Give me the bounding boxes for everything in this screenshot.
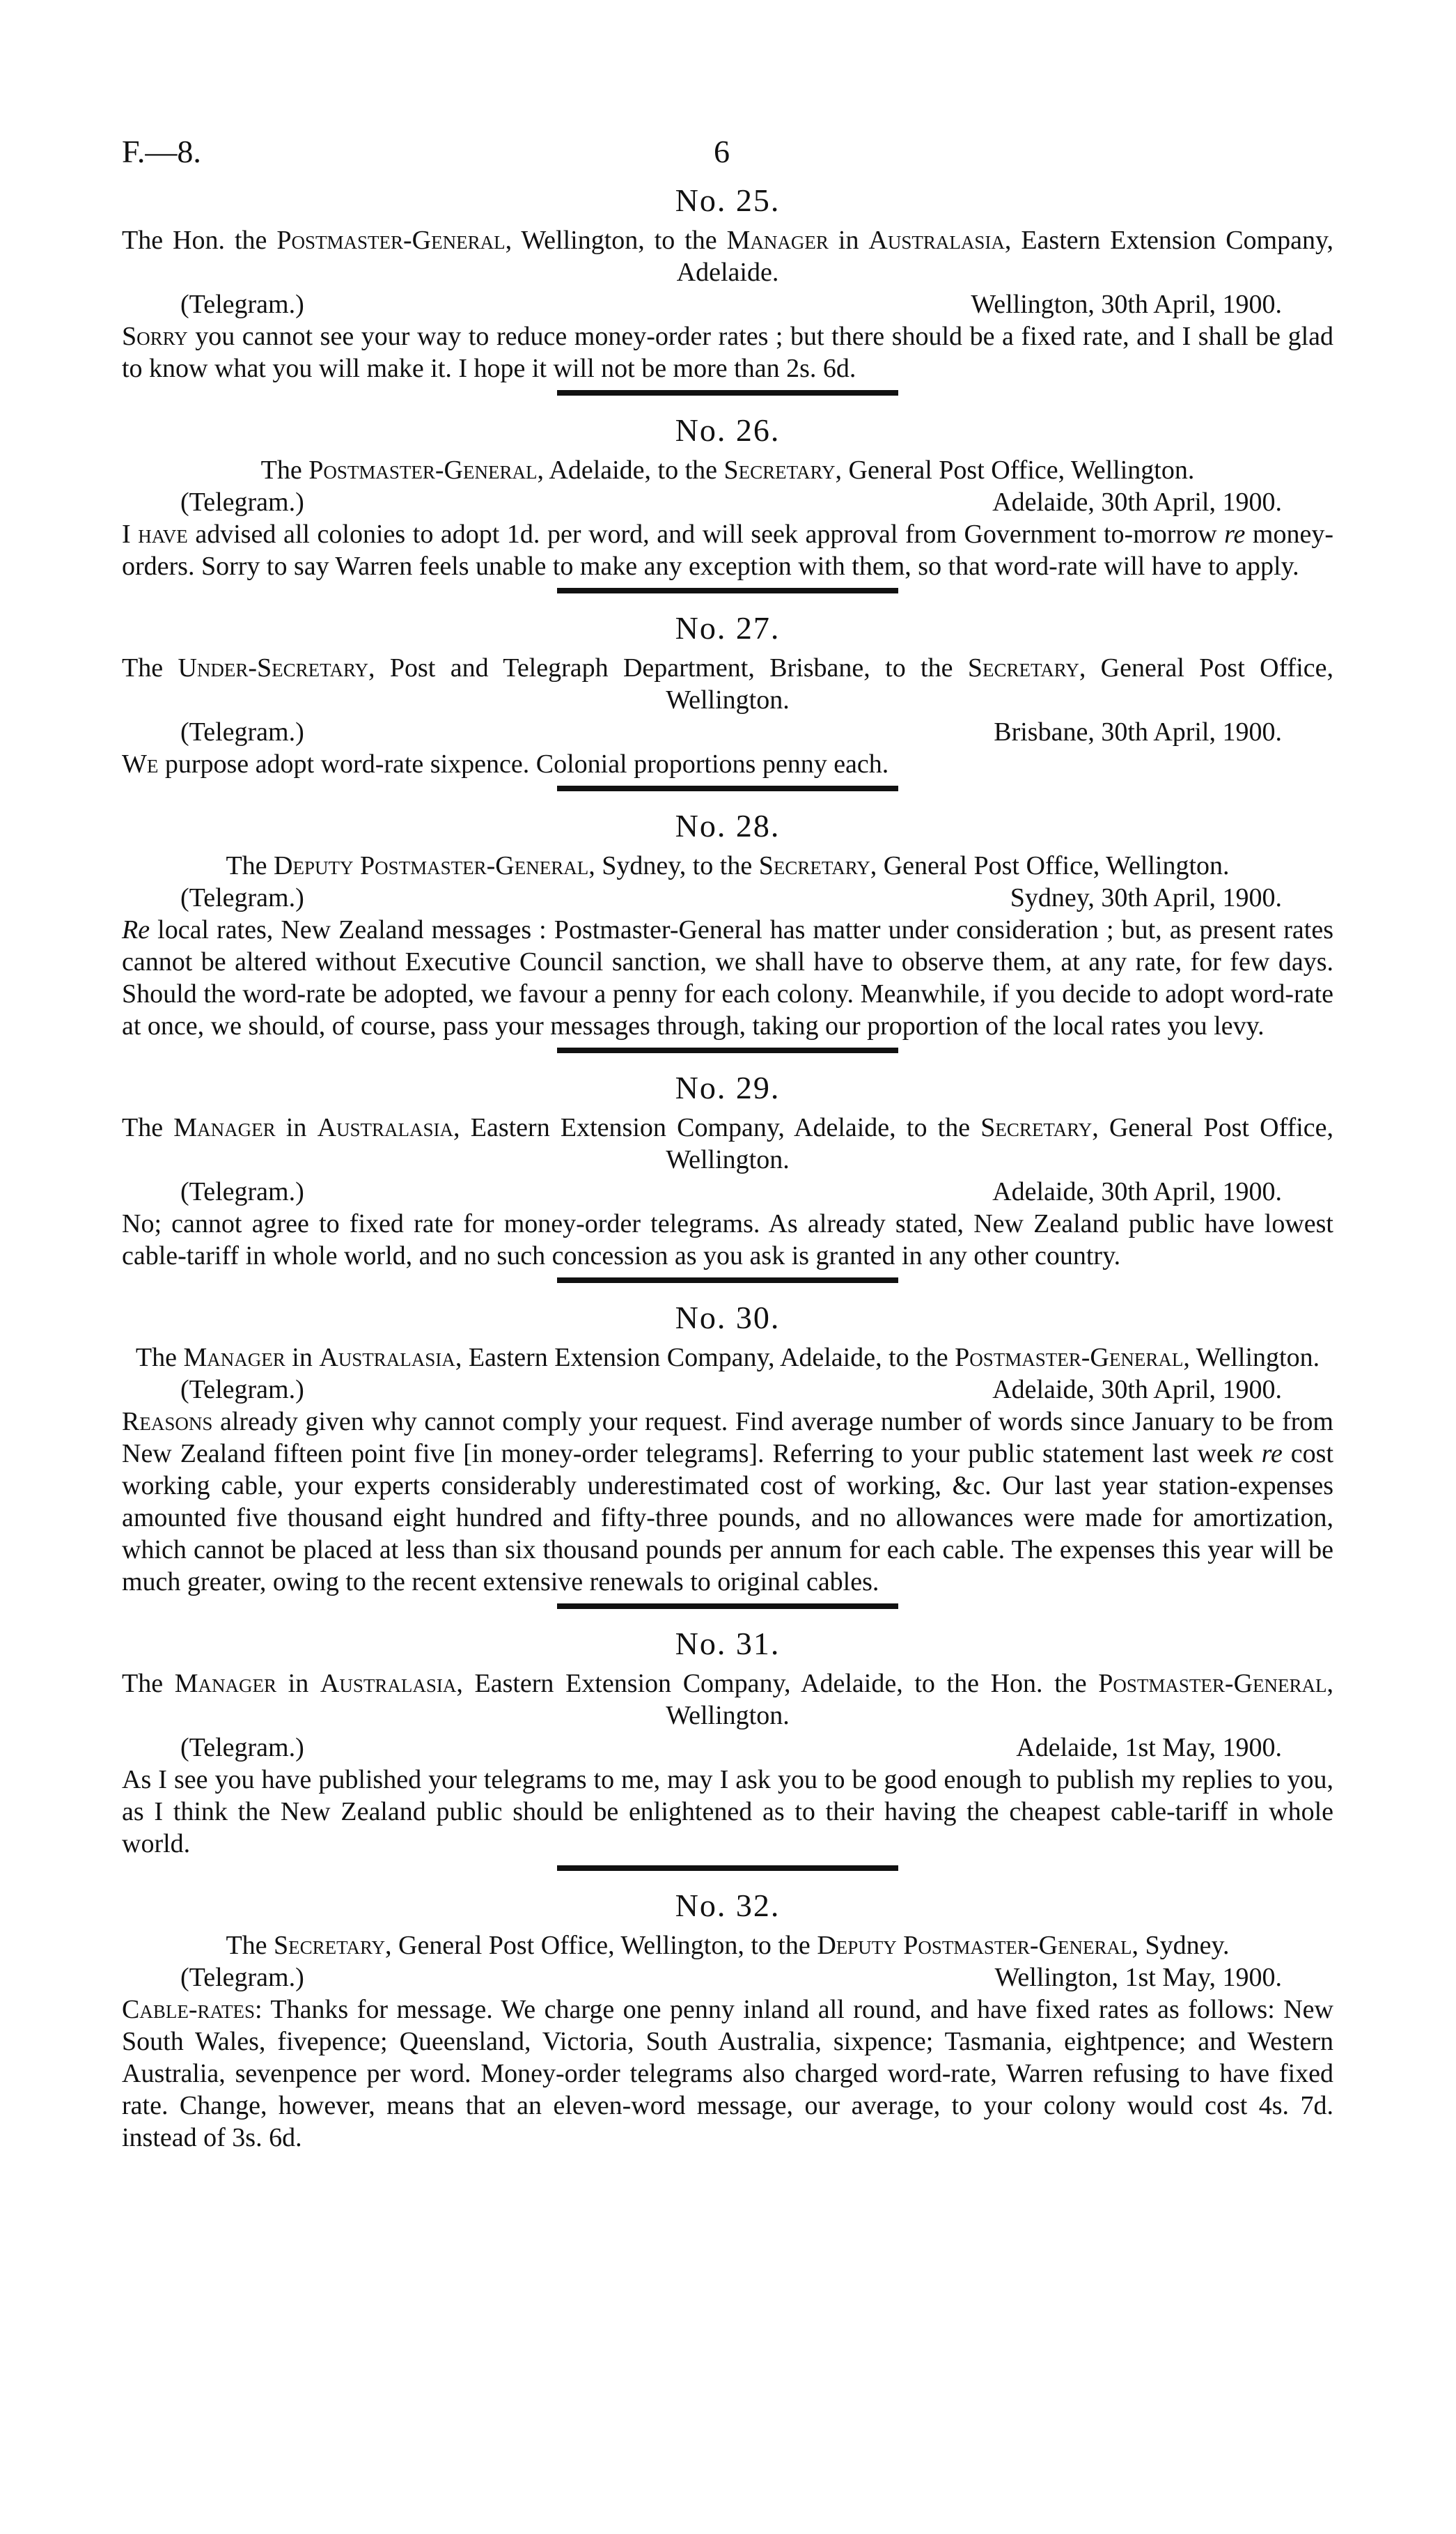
entry-heading [122,1112,1333,1176]
telegram-body [122,518,1333,582]
heading-run: , General Post Office, Wellington. [666,653,1333,715]
heading-run: The [122,653,178,683]
section-divider [557,786,898,791]
body-run: re [1261,1439,1283,1468]
place-date: Sydney, 30th April, 1900. [1010,883,1282,912]
body-run: Sorry [122,322,188,351]
heading-run: , General Post Office, Wellington. [870,851,1230,880]
heading-run: Secretary [967,653,1079,683]
body-run: No; cannot agree to fixed rate for money-order telegrams. As already stated, New Zealand public have lowest cable-tariff in whole world, and no such concession as you ask is granted in any other country. [122,1209,1333,1270]
telegram-entry [122,609,1333,791]
entry-number: No. 25. [675,182,781,218]
entry-heading [122,224,1333,288]
heading-run: , Eastern Extension Company, Adelaide. [676,226,1333,287]
body-run: purpose adopt word-rate sixpence. Colonial proportions penny each. [158,749,889,779]
body-run: already given why cannot comply your request. Find average number of words since January to be from New Zealand fifteen point five [in money-order telegrams]. Referring to your public statement last week [122,1407,1333,1468]
telegram-entry [122,1886,1333,2154]
telegram-body [122,914,1333,1042]
entry-number: No. 31. [675,1626,781,1661]
heading-run: Secretary [723,456,836,485]
heading-run: Secretary [274,1931,385,1960]
place-date: Wellington, 30th April, 1900. [971,290,1282,319]
body-run: re [1224,520,1246,549]
heading-run: Postmaster-General [1098,1669,1327,1698]
body-run: cost working cable, your experts considerably underestimated cost of working, &c. Our last year station-expenses amounted five thousand eight hundred and fifty-three pounds, and no allowances were made for amortization, which cannot be placed at less than six thousand pounds per annum for each cable. The expenses this year will be much greater, owing to the recent extensive renewals to original cables. [122,1439,1334,1596]
heading-run: Postmaster-General [955,1343,1184,1372]
telegram-label: (Telegram.) [180,488,304,517]
body-run: As I see you have published your telegrams to me, may I ask you to be good enough to publish my replies to you, as I think the New Zealand public should be enlightened as to their having the cheapest cable-tariff in whole world. [122,1765,1333,1858]
telegram-entry [122,807,1333,1053]
heading-run: Australasia [868,226,1005,255]
telegram-label: (Telegram.) [180,717,304,747]
body-run: have [138,520,188,549]
heading-run: Postmaster-General [276,226,506,255]
section-divider [557,1603,898,1609]
section-divider [557,1865,898,1871]
telegram-label: (Telegram.) [180,1733,304,1762]
heading-run: , Sydney, to the [588,851,759,880]
heading-run: Australasia [320,1669,457,1698]
telegram-meta [122,1176,1333,1208]
heading-run: The [135,1343,184,1372]
heading-run: in [285,1343,320,1372]
heading-run: in [276,1669,320,1698]
heading-run: The [226,851,274,880]
heading-run: in [275,1113,318,1142]
heading-run: Deputy Postmaster-General [817,1931,1132,1960]
telegram-entries [122,181,1333,2154]
body-run: : Thanks for message. We charge one penny inland all round, and have fixed rates as follows: New South Wales, fivepence; Queensland, Victoria, South Australia, sixpence; Tasmania, eightpence; and Western Australia, sevenpence per word. Money-order telegrams also charged word-rate, Warren refusing to have fixed rate. Change, however, means that an eleven-word message, our average, to your colony would cost 4s. 7d. instead of 3s. 6d. [122,1995,1333,2152]
telegram-meta [122,1374,1333,1406]
telegram-meta [122,288,1333,320]
telegram-body [122,1764,1333,1860]
place-date: Wellington, 1st May, 1900. [994,1963,1282,1992]
heading-run: Secretary [758,851,870,880]
heading-run: Deputy Postmaster-General [274,851,589,880]
page-number: 6 [714,134,730,169]
heading-run: , Eastern Extension Company, Adelaide, to the [455,1343,955,1372]
section-divider [557,1048,898,1053]
page-header [122,132,1333,181]
place-date: Adelaide, 30th April, 1900. [992,488,1282,517]
body-run: I [122,520,139,549]
telegram-meta [122,716,1333,748]
entry-number: No. 30. [675,1300,781,1335]
heading-run: Manager [174,1669,277,1698]
heading-run: Australasia [317,1113,454,1142]
heading-run: , Eastern Extension Company, Adelaide, to the [453,1113,981,1142]
body-run: local rates, New Zealand messages : Postmaster-General has matter under consideration ; but, as present rates cannot be altered without Executive Council sanction, we shall have to observe them, at any rate, for few days. Should the word-rate be adopted, we favour a penny for each colony. Meanwhile, if you decide to adopt word-rate at once, we should, of course, pass your messages through, taking our proportion of the local rates you levy. [122,915,1333,1041]
entry-heading [122,1342,1333,1374]
heading-run: , Post and Telegraph Department, Brisbane, to the [368,653,968,683]
body-run: money-orders. Sorry to say Warren feels unable to make any exception with them, so that word-rate will have to apply. [122,520,1334,581]
telegram-label: (Telegram.) [180,1375,304,1404]
entry-number: No. 27. [675,610,781,646]
heading-run: , General Post Office, Wellington. [835,456,1195,485]
place-date: Adelaide, 30th April, 1900. [992,1177,1282,1206]
section-divider [557,390,898,396]
heading-run: The Hon. the [122,226,277,255]
heading-run: Manager [726,226,829,255]
telegram-meta [122,1732,1333,1764]
telegram-entry [122,1298,1333,1609]
place-date: Adelaide, 30th April, 1900. [992,1375,1282,1404]
heading-run: Manager [173,1113,276,1142]
heading-run: The [260,456,309,485]
telegram-entry [122,1068,1333,1283]
entry-number: No. 28. [675,808,781,844]
heading-run: , Wellington. [666,1669,1334,1730]
heading-run: , General Post Office, Wellington. [666,1113,1333,1174]
heading-run: Secretary [980,1113,1093,1142]
body-run: We [122,749,159,779]
telegram-body [122,748,1333,780]
telegram-entry [122,181,1333,396]
entry-heading [122,454,1333,486]
entry-number: No. 32. [675,1888,781,1923]
place-date: Adelaide, 1st May, 1900. [1016,1733,1282,1762]
heading-run: , Eastern Extension Company, Adelaide, to the Hon. the [456,1669,1099,1698]
series-reference: F.—8. [122,134,201,169]
telegram-body [122,1208,1333,1272]
telegram-body [122,1406,1333,1598]
telegram-entry [122,411,1333,593]
telegram-body [122,1993,1333,2154]
heading-run: in [828,226,869,255]
heading-run: , General Post Office, Wellington, to the [385,1931,817,1960]
body-run: Re [122,915,150,945]
body-run: you cannot see your way to reduce money-order rates ; but there should be a fixed rate, and I shall be glad to know what you will make it. I hope it will not be more than 2s. 6d. [122,322,1333,383]
telegram-meta [122,1961,1333,1993]
entry-heading [122,1668,1333,1732]
body-run: advised all colonies to adopt 1d. per word, and will seek approval from Government to-morrow [187,520,1225,549]
heading-run: Manager [183,1343,285,1372]
body-run: Cable-rates [122,1995,256,2024]
section-divider [557,588,898,593]
telegram-label: (Telegram.) [180,883,304,912]
entry-number: No. 29. [675,1070,781,1105]
telegram-meta [122,486,1333,518]
place-date: Brisbane, 30th April, 1900. [994,717,1282,747]
body-run: Reasons [122,1407,213,1436]
heading-run: The [122,1113,174,1142]
entry-heading [122,1929,1333,1961]
heading-run: , Wellington, to the [505,226,727,255]
heading-run: The [226,1931,274,1960]
heading-run: Under-Secretary [178,653,369,683]
telegram-meta [122,882,1333,914]
entry-number: No. 26. [675,412,781,448]
heading-run: The [122,1669,175,1698]
heading-run: , Sydney. [1132,1931,1230,1960]
heading-run: , Wellington. [1183,1343,1320,1372]
telegram-body [122,320,1333,384]
telegram-label: (Telegram.) [180,290,304,319]
telegram-label: (Telegram.) [180,1177,304,1206]
telegram-label: (Telegram.) [180,1963,304,1992]
telegram-entry [122,1624,1333,1871]
heading-run: Australasia [319,1343,455,1372]
entry-heading [122,850,1333,882]
document-page [122,132,1333,2154]
entry-heading [122,652,1333,716]
section-divider [557,1277,898,1283]
heading-run: , Adelaide, to the [537,456,724,485]
heading-run: Postmaster-General [308,456,538,485]
